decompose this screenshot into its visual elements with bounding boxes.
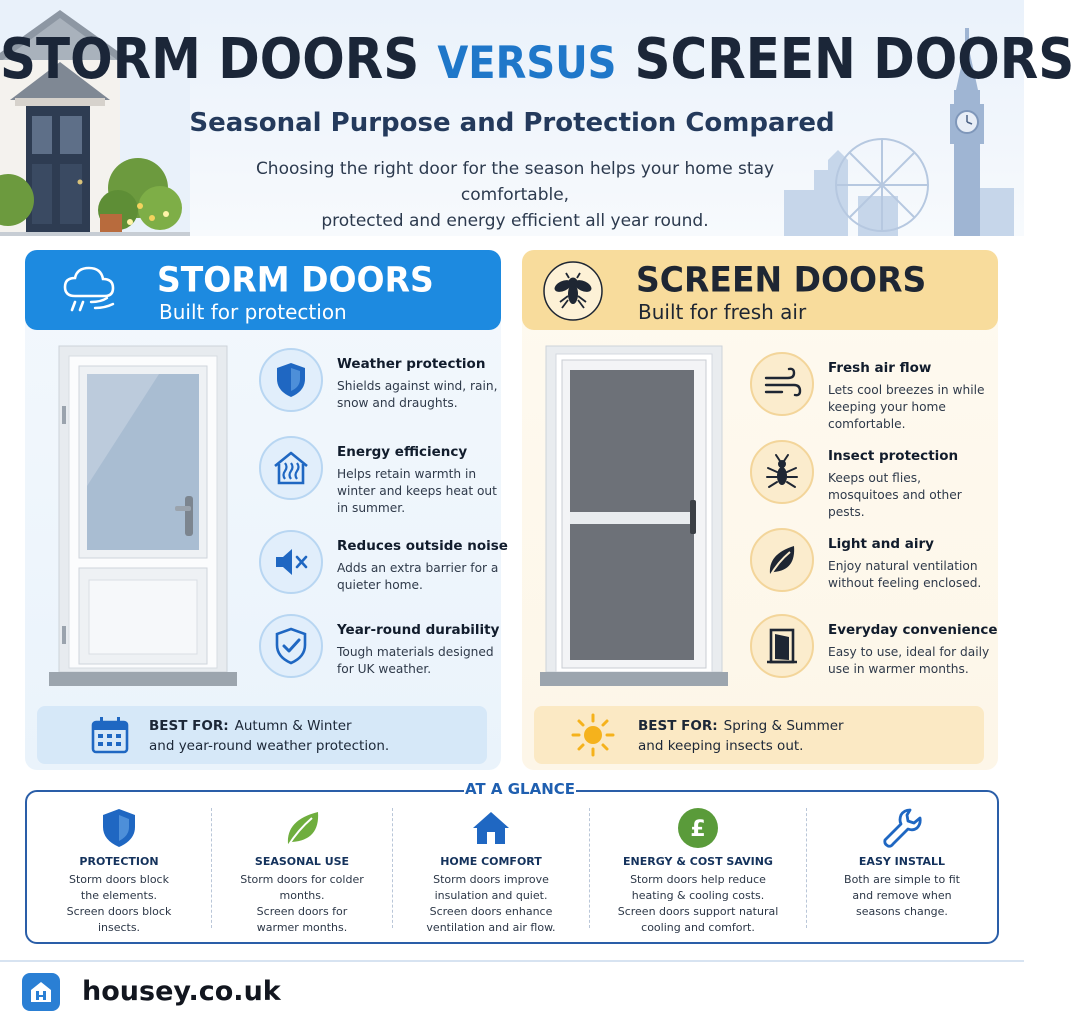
wind-icon	[762, 364, 802, 404]
at-a-glance-section	[25, 780, 999, 944]
svg-text:£: £	[690, 817, 706, 842]
screen-subtitle: Built for fresh air	[638, 300, 807, 324]
footer-divider	[0, 960, 1024, 962]
screen-best-for-label: BEST FOR:	[638, 718, 718, 734]
title-screen: SCREEN DOORS	[634, 26, 1074, 92]
housey-logo[interactable]	[22, 973, 60, 1011]
house-icon	[469, 806, 513, 850]
intro-line-2: protected and energy efficient all year round.	[321, 211, 709, 231]
title-versus: VERSUS	[437, 37, 617, 90]
shield-icon	[271, 360, 311, 400]
leaf-icon	[280, 806, 324, 850]
housey-logo-icon	[29, 980, 53, 1004]
storm-subtitle: Built for protection	[159, 300, 347, 324]
storm-title: STORM DOORS	[157, 259, 434, 300]
house-heat-icon	[271, 448, 311, 488]
speaker-mute-icon	[271, 542, 311, 582]
shield-icon	[97, 806, 141, 850]
screen-banner	[522, 250, 998, 330]
header	[0, 0, 1074, 236]
title-storm: STORM DOORS	[0, 26, 420, 92]
storm-doors-panel: STORM DOORS Built for protection Weather protection Shields against wind, rain, snow and draughts. Energy efficiency Helps retain warmth in winter and keeps heat out in summer. Reduces outside noise Adds an extra barrier for a quieter home. Year-round durability Tough materials designed for UK weather. BEST FOR: Autumn & Winter and year-round weather protection.	[25, 250, 501, 770]
page-title	[0, 26, 1074, 92]
storm-cloud-icon	[61, 262, 121, 318]
screen-best-for: BEST FOR: Spring & Summer and keeping insects out.	[534, 706, 984, 764]
door-icon	[762, 626, 802, 666]
intro-line-1: Choosing the right door for the season helps your home stay comfortable,	[255, 159, 775, 205]
glance-easy-install: EASY INSTALL Both are simple to fit and remove when seasons change.	[807, 792, 997, 942]
screen-title: SCREEN DOORS	[636, 259, 927, 300]
screen-door-illustration-icon	[540, 346, 728, 690]
intro-text	[200, 156, 830, 234]
storm-door-illustration-icon	[49, 346, 237, 690]
shield-check-icon	[271, 626, 311, 666]
leaf-icon	[762, 540, 802, 580]
glance-home-comfort: HOME COMFORT Storm doors improve insulation and quiet. Screen doors enhance ventilation and air flow.	[393, 792, 589, 942]
wrench-icon	[880, 806, 924, 850]
storm-banner	[25, 250, 501, 330]
fly-icon	[542, 260, 604, 322]
page-subtitle: Seasonal Purpose and Protection Compared	[189, 108, 835, 138]
site-link[interactable]: housey.co.uk	[82, 976, 281, 1007]
screen-doors-panel: SCREEN DOORS Built for fresh air Fresh air flow Lets cool breezes in while keeping your home comfortable. Insect protection Keeps out flies, mosquitoes and other pests. Light and airy Enjoy natural ventilation without feeling enclosed. Everyday convenience Easy to use, ideal for daily use in warmer months. BEST FOR: Spring & Summer and keeping insects out.	[522, 250, 998, 770]
glance-energy-cost: £ ENERGY & COST SAVING Storm doors help reduce heating & cooling costs. Screen doors support natural cooling and comfort.	[590, 792, 806, 942]
calendar-icon	[89, 714, 131, 756]
pound-icon	[676, 806, 720, 850]
glance-protection: PROTECTION Storm doors block the elements. Screen doors block insects.	[27, 792, 211, 942]
insect-icon	[762, 452, 802, 492]
sun-icon	[570, 712, 616, 758]
storm-best-for-label: BEST FOR:	[149, 718, 229, 734]
at-a-glance-title: AT A GLANCE	[464, 780, 576, 798]
storm-best-for: BEST FOR: Autumn & Winter and year-round weather protection.	[37, 706, 487, 764]
glance-seasonal-use: SEASONAL USE Storm doors for colder months. Screen doors for warmer months.	[212, 792, 392, 942]
